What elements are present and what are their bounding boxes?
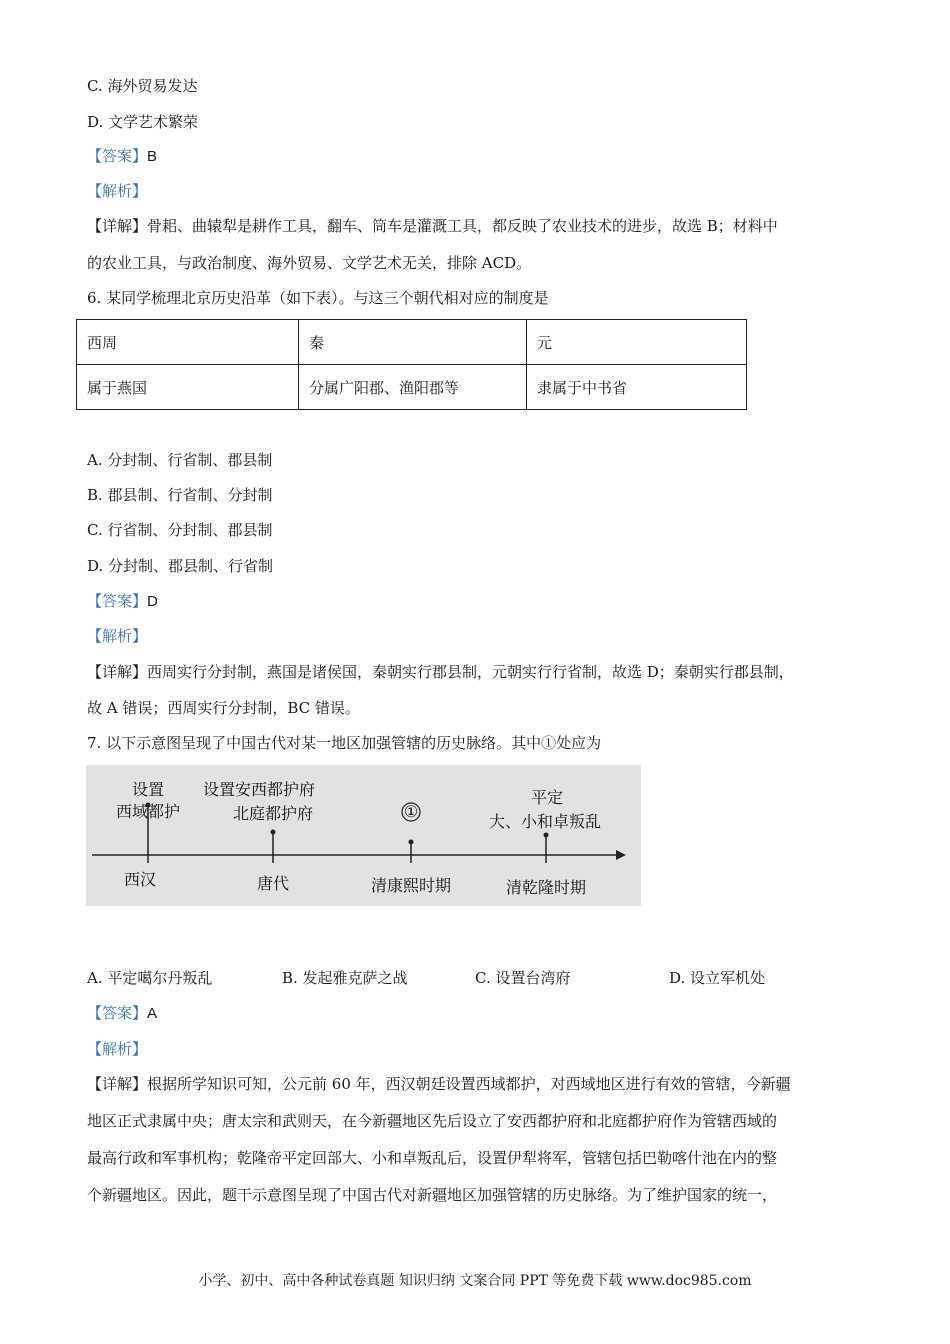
answer-tag: 【答案】 (87, 147, 148, 165)
event-label-top: 平定 (530, 788, 564, 807)
option-d: D. 文学艺术繁荣 (87, 113, 199, 131)
q6-answer (87, 591, 158, 612)
q7-option-d: D. 设立军机处 (669, 969, 766, 987)
answer-tag: 【答案】 (87, 592, 148, 610)
q7-question: 7. 以下示意图呈现了中国古代对某一地区加强管辖的历史脉络。其中①处应为 (87, 734, 602, 752)
q5-answer (87, 146, 157, 167)
q6-analysis-tag: 【解析】 (87, 627, 148, 645)
event-label-top: 大、小和卓叛乱 (488, 812, 602, 831)
q7-detail-line-3: 最高行政和军事机构；乾隆帝平定回部大、小和卓叛乱后，设置伊犁将军，管辖包括巴勒喀什池在内的整 (87, 1149, 778, 1167)
table-header-row (77, 320, 747, 365)
table-row (77, 365, 747, 410)
timeline-dot (544, 833, 549, 838)
event-label-bottom: 清康熙时期 (370, 876, 452, 895)
q6-option-c: C. 行省制、分封制、郡县制 (87, 521, 273, 539)
q7-option-b: B. 发起雅克萨之战 (282, 969, 408, 987)
q7-detail-line-1: 【详解】根据所学知识可知，公元前 60 年，西汉朝廷设置西域都护，对西域地区进行有效的管辖，今新疆 (87, 1075, 791, 1093)
answer-value: B (147, 148, 158, 165)
event-label-top: ① (403, 802, 419, 821)
q6-option-b: B. 郡县制、行省制、分封制 (87, 486, 273, 504)
table-cell: 分属广阳郡、渔阳郡等 (299, 365, 527, 410)
table-header-cell: 西周 (77, 320, 299, 365)
answer-value: A (147, 1005, 158, 1022)
table-header-cell: 元 (527, 320, 747, 365)
answer-tag: 【答案】 (87, 1004, 148, 1022)
event-label-bottom: 清乾隆时期 (505, 878, 587, 897)
event-label-top: 西域都护 (115, 802, 181, 821)
q6-detail-line-2: 故 A 错误；西周实行分封制，BC 错误。 (87, 699, 360, 717)
q6-option-d: D. 分封制、郡县制、行省制 (87, 557, 274, 575)
q6-question: 6. 某同学梳理北京历史沿革（如下表）。与这三个朝代相对应的制度是 (87, 289, 549, 307)
q6-detail-line-1: 【详解】西周实行分封制，燕国是诸侯国，秦朝实行郡县制，元朝实行行省制，故选 D；秦朝实行郡县制， (87, 663, 794, 681)
event-label-top: 设置安西都护府 (202, 780, 316, 799)
history-table (76, 319, 747, 410)
q5-detail-line-2: 的农业工具，与政治制度、海外贸易、文学艺术无关，排除 ACD。 (87, 254, 532, 272)
event-label-top: 北庭都护府 (232, 804, 314, 823)
table-cell: 属于燕国 (77, 365, 299, 410)
q6-option-a: A. 分封制、行省制、郡县制 (87, 451, 273, 469)
event-label-top: 设置 (131, 780, 165, 799)
table-header-cell: 秦 (299, 320, 527, 365)
event-label-bottom: 西汉 (123, 870, 157, 889)
answer-value: D (147, 593, 158, 610)
page-footer: 小学、初中、高中各种试卷真题 知识归纳 文案合同 PPT 等免费下载 www.doc985.com (198, 1273, 752, 1289)
q7-option-a: A. 平定噶尔丹叛乱 (87, 969, 213, 987)
q7-analysis-tag: 【解析】 (87, 1040, 148, 1058)
table-cell: 隶属于中书省 (527, 365, 747, 410)
q7-answer (87, 1003, 157, 1024)
q7-detail-line-4: 个新疆地区。因此，题干示意图呈现了中国古代对新疆地区加强管辖的历史脉络。为了维护国家的统一， (87, 1186, 778, 1204)
timeline-figure (86, 765, 641, 906)
q7-detail-line-2: 地区正式隶属中央；唐太宗和武则天，在今新疆地区先后设立了安西都护府和北庭都护府作为管辖西域的 (87, 1112, 778, 1130)
timeline-dot (409, 840, 414, 845)
q5-detail-line-1: 【详解】骨耜、曲辕犁是耕作工具，翻车、筒车是灌溉工具，都反映了农业技术的进步，故选 B；材料中 (87, 217, 778, 235)
q7-option-c: C. 设置台湾府 (475, 969, 571, 987)
option-c: C. 海外贸易发达 (87, 77, 198, 95)
event-label-bottom: 唐代 (256, 874, 290, 893)
timeline-dot (271, 830, 276, 835)
q5-analysis-tag: 【解析】 (87, 182, 148, 200)
